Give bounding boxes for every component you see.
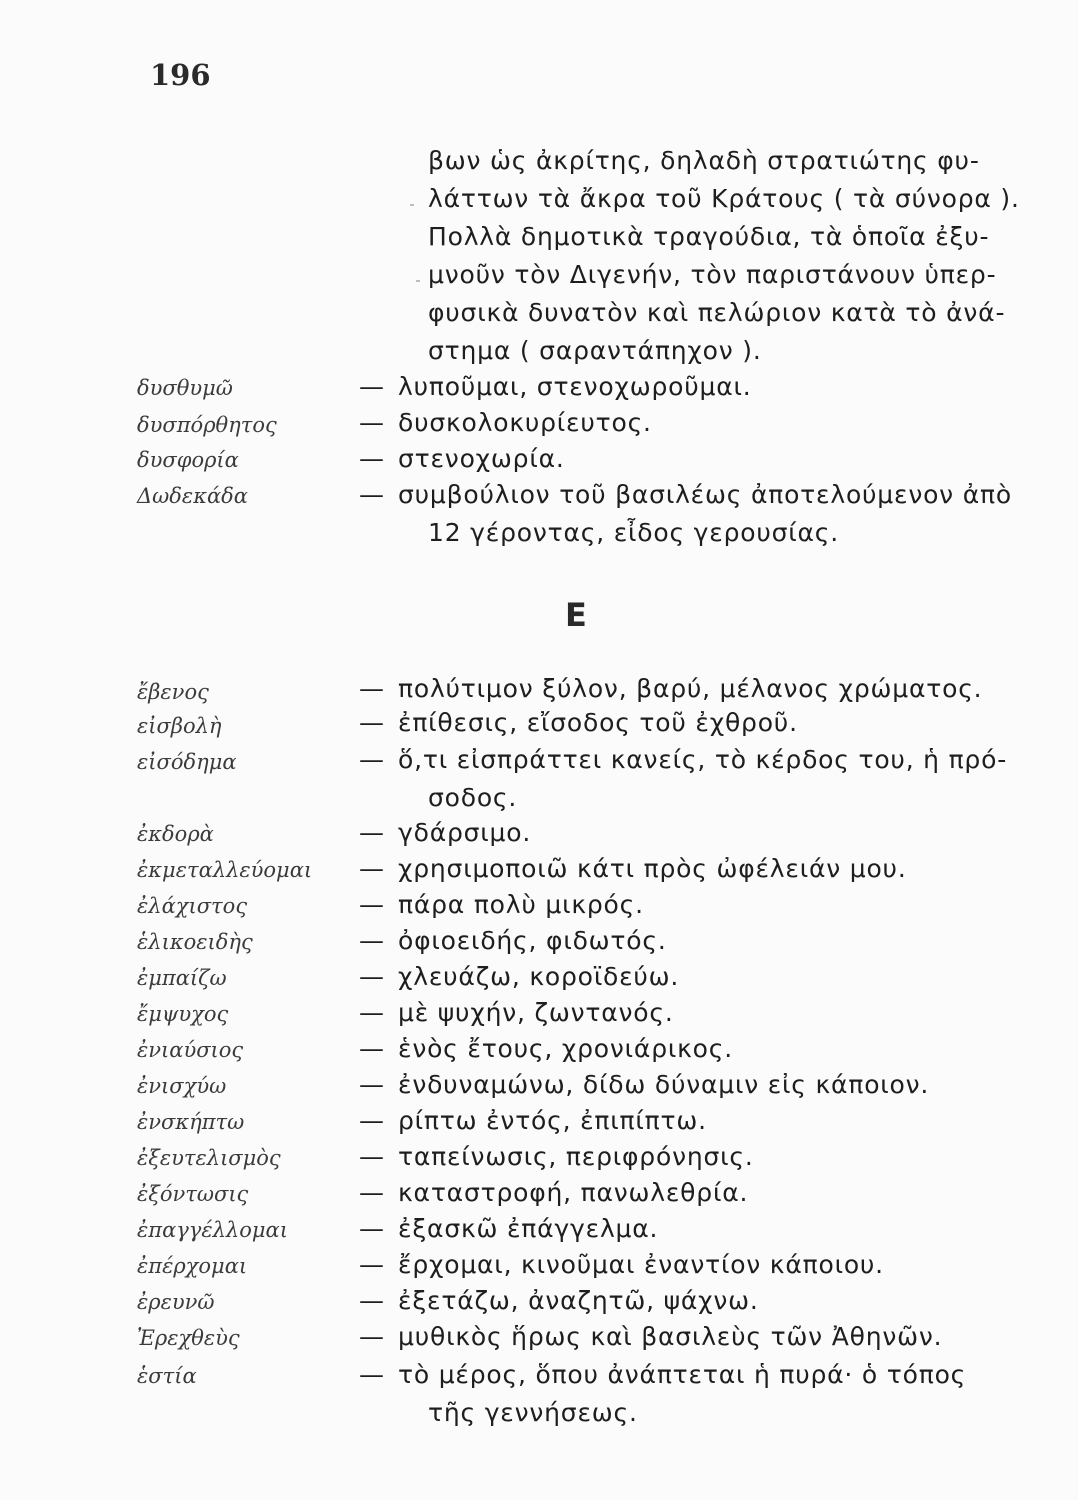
entry-dash: — — [359, 1106, 384, 1135]
entry-definition: ἐπίθεσις, εἴσοδος τοῦ ἐχθροῦ. — [398, 708, 798, 737]
entry-dash: — — [359, 1286, 384, 1315]
entry-dash: — — [359, 1322, 384, 1351]
entry-definition: ταπείνωσις, περιφρόνησις. — [398, 1142, 754, 1171]
entry-definition: ὀφιοειδής, φιδωτός. — [398, 926, 667, 955]
entry-term: ἐμπαίζω — [137, 966, 227, 990]
entry-term: ἔμψυχος — [137, 1002, 229, 1026]
section-letter: Ε — [565, 596, 587, 634]
entry-definition: χλευάζω, κοροϊδεύω. — [398, 962, 680, 991]
entry-term: ἐκμεταλλεύομαι — [137, 858, 313, 882]
entry-term: ἔβενος — [137, 680, 209, 704]
entry-dash: — — [359, 674, 384, 703]
entry-definition: ἑνὸς ἔτους, χρονιάρικος. — [398, 1034, 733, 1063]
intro-line: μνοῦν τὸν Διγενήν, τὸν παριστάνουν ὑπερ- — [428, 260, 997, 289]
entry-dash: — — [359, 1034, 384, 1063]
entry-continuation: τῆς γεννήσεως. — [428, 1398, 638, 1427]
page-number: 196 — [150, 58, 211, 92]
entry-dash: — — [359, 444, 384, 473]
entry-dash: — — [359, 1250, 384, 1279]
entry-definition: μὲ ψυχήν, ζωντανός. — [398, 998, 674, 1027]
entry-dash: — — [359, 372, 384, 401]
entry-definition: ὅ,τι εἰσπράττει κανείς, τὸ κέρδος του, ἡ πρό- — [398, 745, 1008, 774]
entry-term: ἐπαγγέλλομαι — [137, 1218, 288, 1242]
entry-term: ἑστία — [137, 1364, 197, 1388]
entry-term: ἐξευτελισμὸς — [137, 1146, 281, 1170]
entry-dash: — — [359, 480, 384, 509]
entry-dash: — — [359, 854, 384, 883]
entry-dash: — — [359, 818, 384, 847]
entry-term: δυσθυμῶ — [137, 376, 233, 400]
entry-dash: — — [359, 745, 384, 774]
entry-definition: λυποῦμαι, στενοχωροῦμαι. — [398, 372, 752, 401]
entry-continuation: 12 γέροντας, εἶδος γερουσίας. — [428, 518, 840, 547]
entry-term: Ἐρεχθεὺς — [137, 1326, 240, 1350]
entry-dash: — — [359, 1142, 384, 1171]
intro-line: στημα ( σαραντάπηχον ). — [428, 336, 762, 365]
entry-definition: ἐξασκῶ ἐπάγγελμα. — [398, 1214, 659, 1243]
intro-line: Πολλὰ δημοτικὰ τραγούδια, τὰ ὁποῖα ἐξυ- — [428, 222, 990, 251]
entry-term: ἐπέρχομαι — [137, 1254, 248, 1278]
entry-term: εἰσβολὴ — [137, 714, 222, 738]
intro-line: βων ὡς ἀκρίτης, δηλαδὴ στρατιώτης φυ- — [428, 146, 980, 175]
intro-line: λάττων τὰ ἄκρα τοῦ Κράτους ( τὰ σύνορα ). — [428, 184, 1020, 213]
entry-dash: — — [359, 408, 384, 437]
entry-dash: — — [359, 998, 384, 1027]
entry-definition: ἐξετάζω, ἀναζητῶ, ψάχνω. — [398, 1286, 759, 1315]
entry-term: εἰσόδημα — [137, 750, 237, 774]
entry-term: ἐλάχιστος — [137, 894, 248, 918]
entry-definition: συμβούλιον τοῦ βασιλέως ἀποτελούμενον ἀπὸ — [398, 480, 1012, 509]
entry-dash: — — [359, 1360, 384, 1389]
entry-term: ἐνσκήπτω — [137, 1110, 245, 1134]
entry-dash: — — [359, 962, 384, 991]
entry-definition: καταστροφή, πανωλεθρία. — [398, 1178, 749, 1207]
entry-dash: — — [359, 890, 384, 919]
entry-continuation: σοδος. — [428, 783, 518, 812]
entry-definition: ἔρχομαι, κινοῦμαι ἐναντίον κάποιου. — [398, 1250, 884, 1279]
entry-dash: — — [359, 926, 384, 955]
entry-definition: ρίπτω ἐντός, ἐπιπίπτω. — [398, 1106, 707, 1135]
entry-term: ἐρευνῶ — [137, 1290, 215, 1314]
entry-definition: χρησιμοποιῶ κάτι πρὸς ὠφέλειάν μου. — [398, 854, 907, 883]
entry-term: δυσπόρθητος — [137, 413, 277, 437]
entry-term: δυσφορία — [137, 448, 239, 472]
intro-line: φυσικὰ δυνατὸν καὶ πελώριον κατὰ τὸ ἀνά- — [428, 298, 1006, 327]
entry-definition: ἐνδυναμώνω, δίδω δύναμιν εἰς κάποιον. — [398, 1070, 930, 1099]
entry-term: ἐξόντωσις — [137, 1182, 249, 1206]
entry-term: ἐκδορὰ — [137, 822, 214, 846]
entry-definition: στενοχωρία. — [398, 444, 565, 473]
entry-term: ἑλικοειδὴς — [137, 930, 253, 954]
entry-definition: πάρα πολὺ μικρός. — [398, 890, 644, 919]
print-speck — [416, 280, 420, 282]
entry-term: ἐνισχύω — [137, 1074, 227, 1098]
entry-definition: μυθικὸς ἥρως καὶ βασιλεὺς τῶν Ἀθηνῶν. — [398, 1322, 943, 1351]
print-speck — [410, 204, 414, 206]
entry-dash: — — [359, 1070, 384, 1099]
entry-term: ἐνιαύσιος — [137, 1038, 244, 1062]
entry-term: Δωδεκάδα — [137, 484, 248, 508]
entry-dash: — — [359, 1178, 384, 1207]
entry-dash: — — [359, 1214, 384, 1243]
entry-definition: δυσκολοκυρίευτος. — [398, 408, 652, 437]
entry-definition: τὸ μέρος, ὅπου ἀνάπτεται ἡ πυρά· ὁ τόπος — [398, 1360, 967, 1389]
entry-dash: — — [359, 708, 384, 737]
entry-definition: πολύτιμον ξύλον, βαρύ, μέλανος χρώματος. — [398, 674, 983, 703]
entry-definition: γδάρσιμο. — [398, 818, 532, 847]
